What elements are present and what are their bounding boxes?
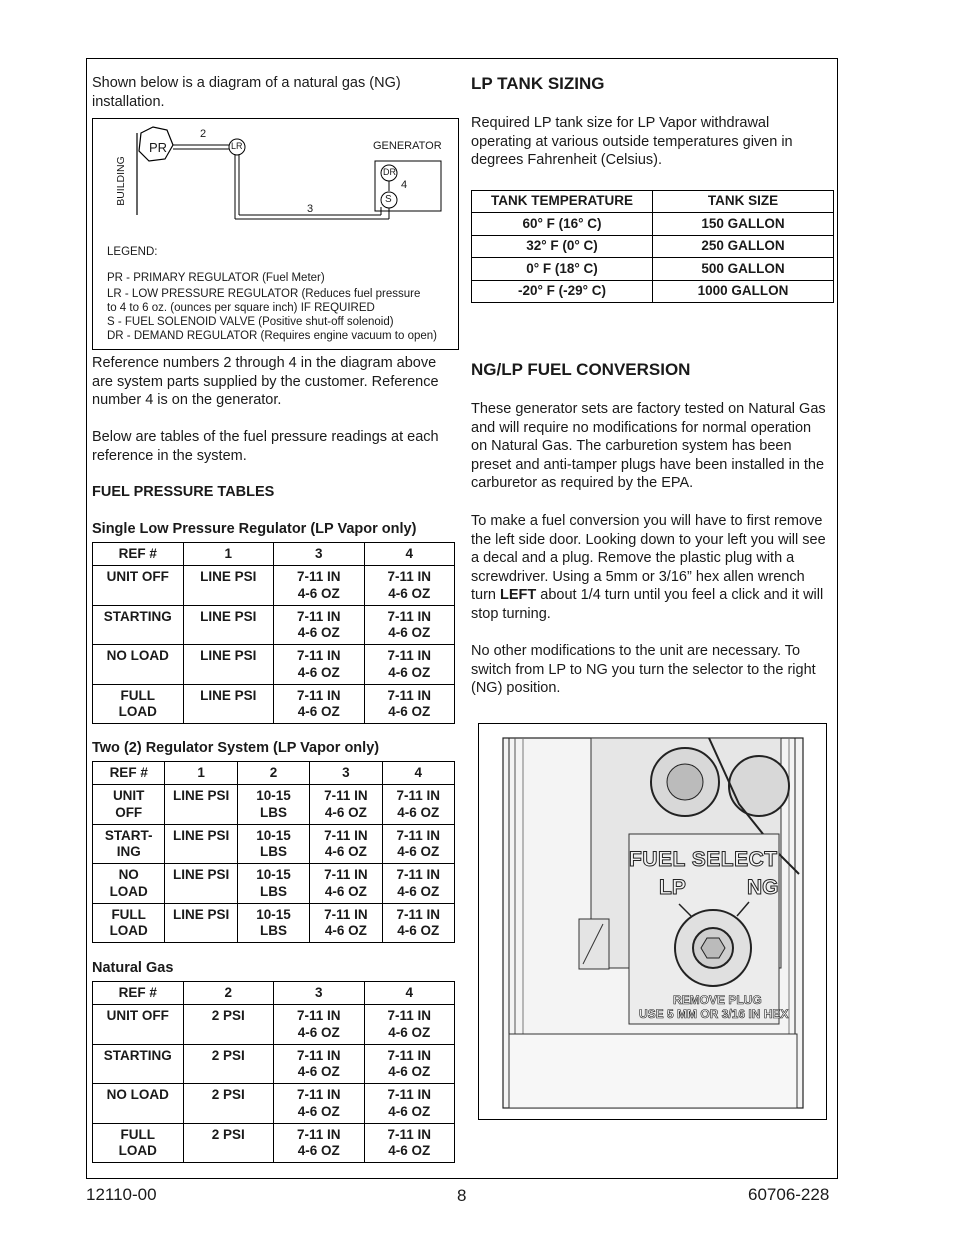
conversion-heading: NG/LP FUEL CONVERSION [471,360,691,379]
table-cell: STARTING [93,605,184,645]
table-cell: 7-11 IN 4-6 OZ [274,566,365,606]
table-cell: 7-11 IN 4-6 OZ [274,605,365,645]
table-cell: 7-11 IN 4-6 OZ [364,684,455,724]
legend-line-4: S - FUEL SOLENOID VALVE (Positive shut-off solenoid) [107,316,394,328]
s-label: S [385,194,392,205]
table-cell: 7-11 IN 4-6 OZ [274,1005,365,1045]
table-header-cell: TANK SIZE [653,191,834,213]
lr-label: LR [231,141,243,151]
table-cell: 2 PSI [183,1084,274,1124]
table-cell: UNIT OFF [93,1005,184,1045]
table-row [93,605,455,645]
table-row [472,280,834,303]
table-cell: 7-11 IN 4-6 OZ [364,645,455,685]
table-row [472,258,834,281]
table-cell: FULL LOAD [93,903,165,943]
table-cell: LINE PSI [183,645,274,685]
table-cell: NO LOAD [93,645,184,685]
table-row [93,1044,455,1084]
table-cell: LINE PSI [183,684,274,724]
table-cell: 7-11 IN 4-6 OZ [310,903,382,943]
table-cell: 1000 GALLON [653,280,834,303]
two-regulator-table [92,761,455,943]
table-cell: UNIT OFF [93,566,184,606]
table-row [93,1005,455,1045]
table-cell: 10-15 LBS [237,785,309,825]
table-row [472,213,834,236]
conversion-para-1: These generator sets are factory tested on Natural Gas and will require no modifications for normal operation on Natural Gas. The carburetion system has been preset and anti-tamper plugs have been installed in the carburetor as required by the EPA. [471,401,826,491]
natural-gas-table [92,981,455,1163]
single-regulator-table [92,542,455,724]
table-cell: 10-15 LBS [237,824,309,864]
table-header-cell: 1 [165,762,237,785]
table-row [93,1123,455,1163]
table-cell: LINE PSI [183,605,274,645]
table-cell: STARTING [93,1044,184,1084]
pr-label: PR [149,140,168,155]
dr-label: DR [383,167,396,177]
table-cell: 500 GALLON [653,258,834,281]
table-cell: 7-11 IN 4-6 OZ [364,605,455,645]
table-cell: 32° F (0° C) [472,235,653,258]
intro-text: Shown below is a diagram of a natural gas (NG) installation. [92,75,401,110]
generator-label: GENERATOR [373,140,442,152]
table-header-cell: 2 [183,982,274,1005]
table-header-cell: 4 [364,982,455,1005]
lp-tank-heading: LP TANK SIZING [471,74,605,93]
table-header-cell: 4 [364,543,455,566]
table-row [93,785,455,825]
table-cell: NO LOAD [93,864,165,904]
ref-2-label: 2 [200,128,207,140]
table-header-cell: 3 [310,762,382,785]
table-header-cell: 4 [382,762,454,785]
table-cell: 7-11 IN 4-6 OZ [310,824,382,864]
table-header-row [93,982,455,1005]
table-header-row [93,762,455,785]
table-cell: 2 PSI [183,1044,274,1084]
fuel-select-photo [478,723,827,1120]
table-cell: LINE PSI [165,785,237,825]
fuel-select-decal: FUEL SELECT [629,848,778,871]
table-cell: START- ING [93,824,165,864]
legend-line-5: DR - DEMAND REGULATOR (Requires engine vacuum to open) [107,330,437,342]
table2-title: Two (2) Regulator System (LP Vapor only) [92,740,380,756]
table-cell: 7-11 IN 4-6 OZ [364,566,455,606]
table-header-cell: 3 [274,982,365,1005]
table-cell: 7-11 IN 4-6 OZ [310,864,382,904]
table-cell: LINE PSI [165,824,237,864]
footer-part-number: 60706-228 [748,1185,830,1204]
legend-line-2: LR - LOW PRESSURE REGULATOR (Reduces fuel pressure [107,288,421,300]
table-cell: 150 GALLON [653,213,834,236]
table-cell: 2 PSI [183,1005,274,1045]
lp-tank-paragraph: Required LP tank size for LP Vapor withdrawal operating at various outside temperatures given in degrees Fahrenheit (Celsius). [471,115,793,168]
below-paragraph: Below are tables of the fuel pressure readings at each reference in the system. [92,429,439,464]
table-cell: 60° F (16° C) [472,213,653,236]
table-header-cell: REF # [93,762,165,785]
table-cell: 7-11 IN 4-6 OZ [382,785,454,825]
table-cell: 7-11 IN 4-6 OZ [364,1044,455,1084]
table-cell: 7-11 IN 4-6 OZ [274,684,365,724]
table-row [93,903,455,943]
table-header-row [93,543,455,566]
table-cell: UNIT OFF [93,785,165,825]
table-header-cell: REF # [93,982,184,1005]
table-cell: 7-11 IN 4-6 OZ [382,903,454,943]
table-cell: 7-11 IN 4-6 OZ [274,1123,365,1163]
table-row [93,684,455,724]
table-cell: FULL LOAD [93,1123,184,1163]
left-emphasis: LEFT [500,587,537,603]
reference-paragraph: Reference numbers 2 through 4 in the diagram above are system parts supplied by the customer. Reference number 4 is on the generator. [92,355,439,408]
table-cell: -20° F (-29° C) [472,280,653,303]
footer-doc-number: 12110-00 [86,1185,157,1204]
table-row [472,235,834,258]
table1-title: Single Low Pressure Regulator (LP Vapor only) [92,521,417,537]
lp-decal: LP [659,876,686,899]
table-cell: 7-11 IN 4-6 OZ [310,785,382,825]
table-cell: 7-11 IN 4-6 OZ [364,1005,455,1045]
ref-4-label: 4 [401,179,408,191]
ref-3-label: 3 [307,203,314,215]
table3-title: Natural Gas [92,960,174,976]
table-cell: 250 GALLON [653,235,834,258]
table-cell: 7-11 IN 4-6 OZ [274,1044,365,1084]
table-cell: 7-11 IN 4-6 OZ [274,645,365,685]
table-header-row [472,191,834,213]
table-cell: NO LOAD [93,1084,184,1124]
table-cell: LINE PSI [165,864,237,904]
conversion-para-3: No other modifications to the unit are necessary. To switch from LP to NG you turn the selector to the right (NG) position. [471,643,816,696]
table-row [93,566,455,606]
table-cell: 7-11 IN 4-6 OZ [364,1123,455,1163]
table-cell: 7-11 IN 4-6 OZ [382,864,454,904]
table-cell: 0° F (18° C) [472,258,653,281]
conversion-para-2: To make a fuel conversion you will have to first remove the left side door. Looking down to your left you will see a decal and a plug. Remove the plastic plug with a screwdriver. Using a 5mm or 3/16” hex allen wrench turn LEFT about 1/4 turn until you feel a click and it will stop turning. [471,513,826,622]
tank-size-table [471,190,834,303]
table-header-cell: TANK TEMPERATURE [472,191,653,213]
table-header-cell: REF # [93,543,184,566]
building-label: BUILDING [115,156,127,206]
table-cell: FULL LOAD [93,684,184,724]
ng-installation-diagram [92,118,459,350]
table-cell: 7-11 IN 4-6 OZ [364,1084,455,1124]
table-header-cell: 1 [183,543,274,566]
legend-title: LEGEND: [107,246,158,258]
use-hex-decal: USE 5 MM OR 3/16 IN HEX [639,1007,789,1021]
page-number: 8 [457,1186,467,1205]
table-cell: 7-11 IN 4-6 OZ [382,824,454,864]
table-cell: LINE PSI [165,903,237,943]
fuel-pressure-heading: FUEL PRESSURE TABLES [92,484,275,500]
table-cell: 7-11 IN 4-6 OZ [274,1084,365,1124]
legend-line-3: to 4 to 6 oz. (ounces per square inch) IF REQUIRED [107,302,375,314]
table-cell: 2 PSI [183,1123,274,1163]
table-cell: LINE PSI [183,566,274,606]
table-cell: 10-15 LBS [237,864,309,904]
table-row [93,645,455,685]
table-row [93,824,455,864]
table-header-cell: 3 [274,543,365,566]
table-row [93,864,455,904]
legend-line-1: PR - PRIMARY REGULATOR (Fuel Meter) [107,272,325,284]
ng-decal: NG [747,876,779,899]
table-cell: 10-15 LBS [237,903,309,943]
table-header-cell: 2 [237,762,309,785]
table-row [93,1084,455,1124]
remove-plug-decal: REMOVE PLUG [673,993,762,1007]
fuel-select-illustration [479,724,826,1119]
